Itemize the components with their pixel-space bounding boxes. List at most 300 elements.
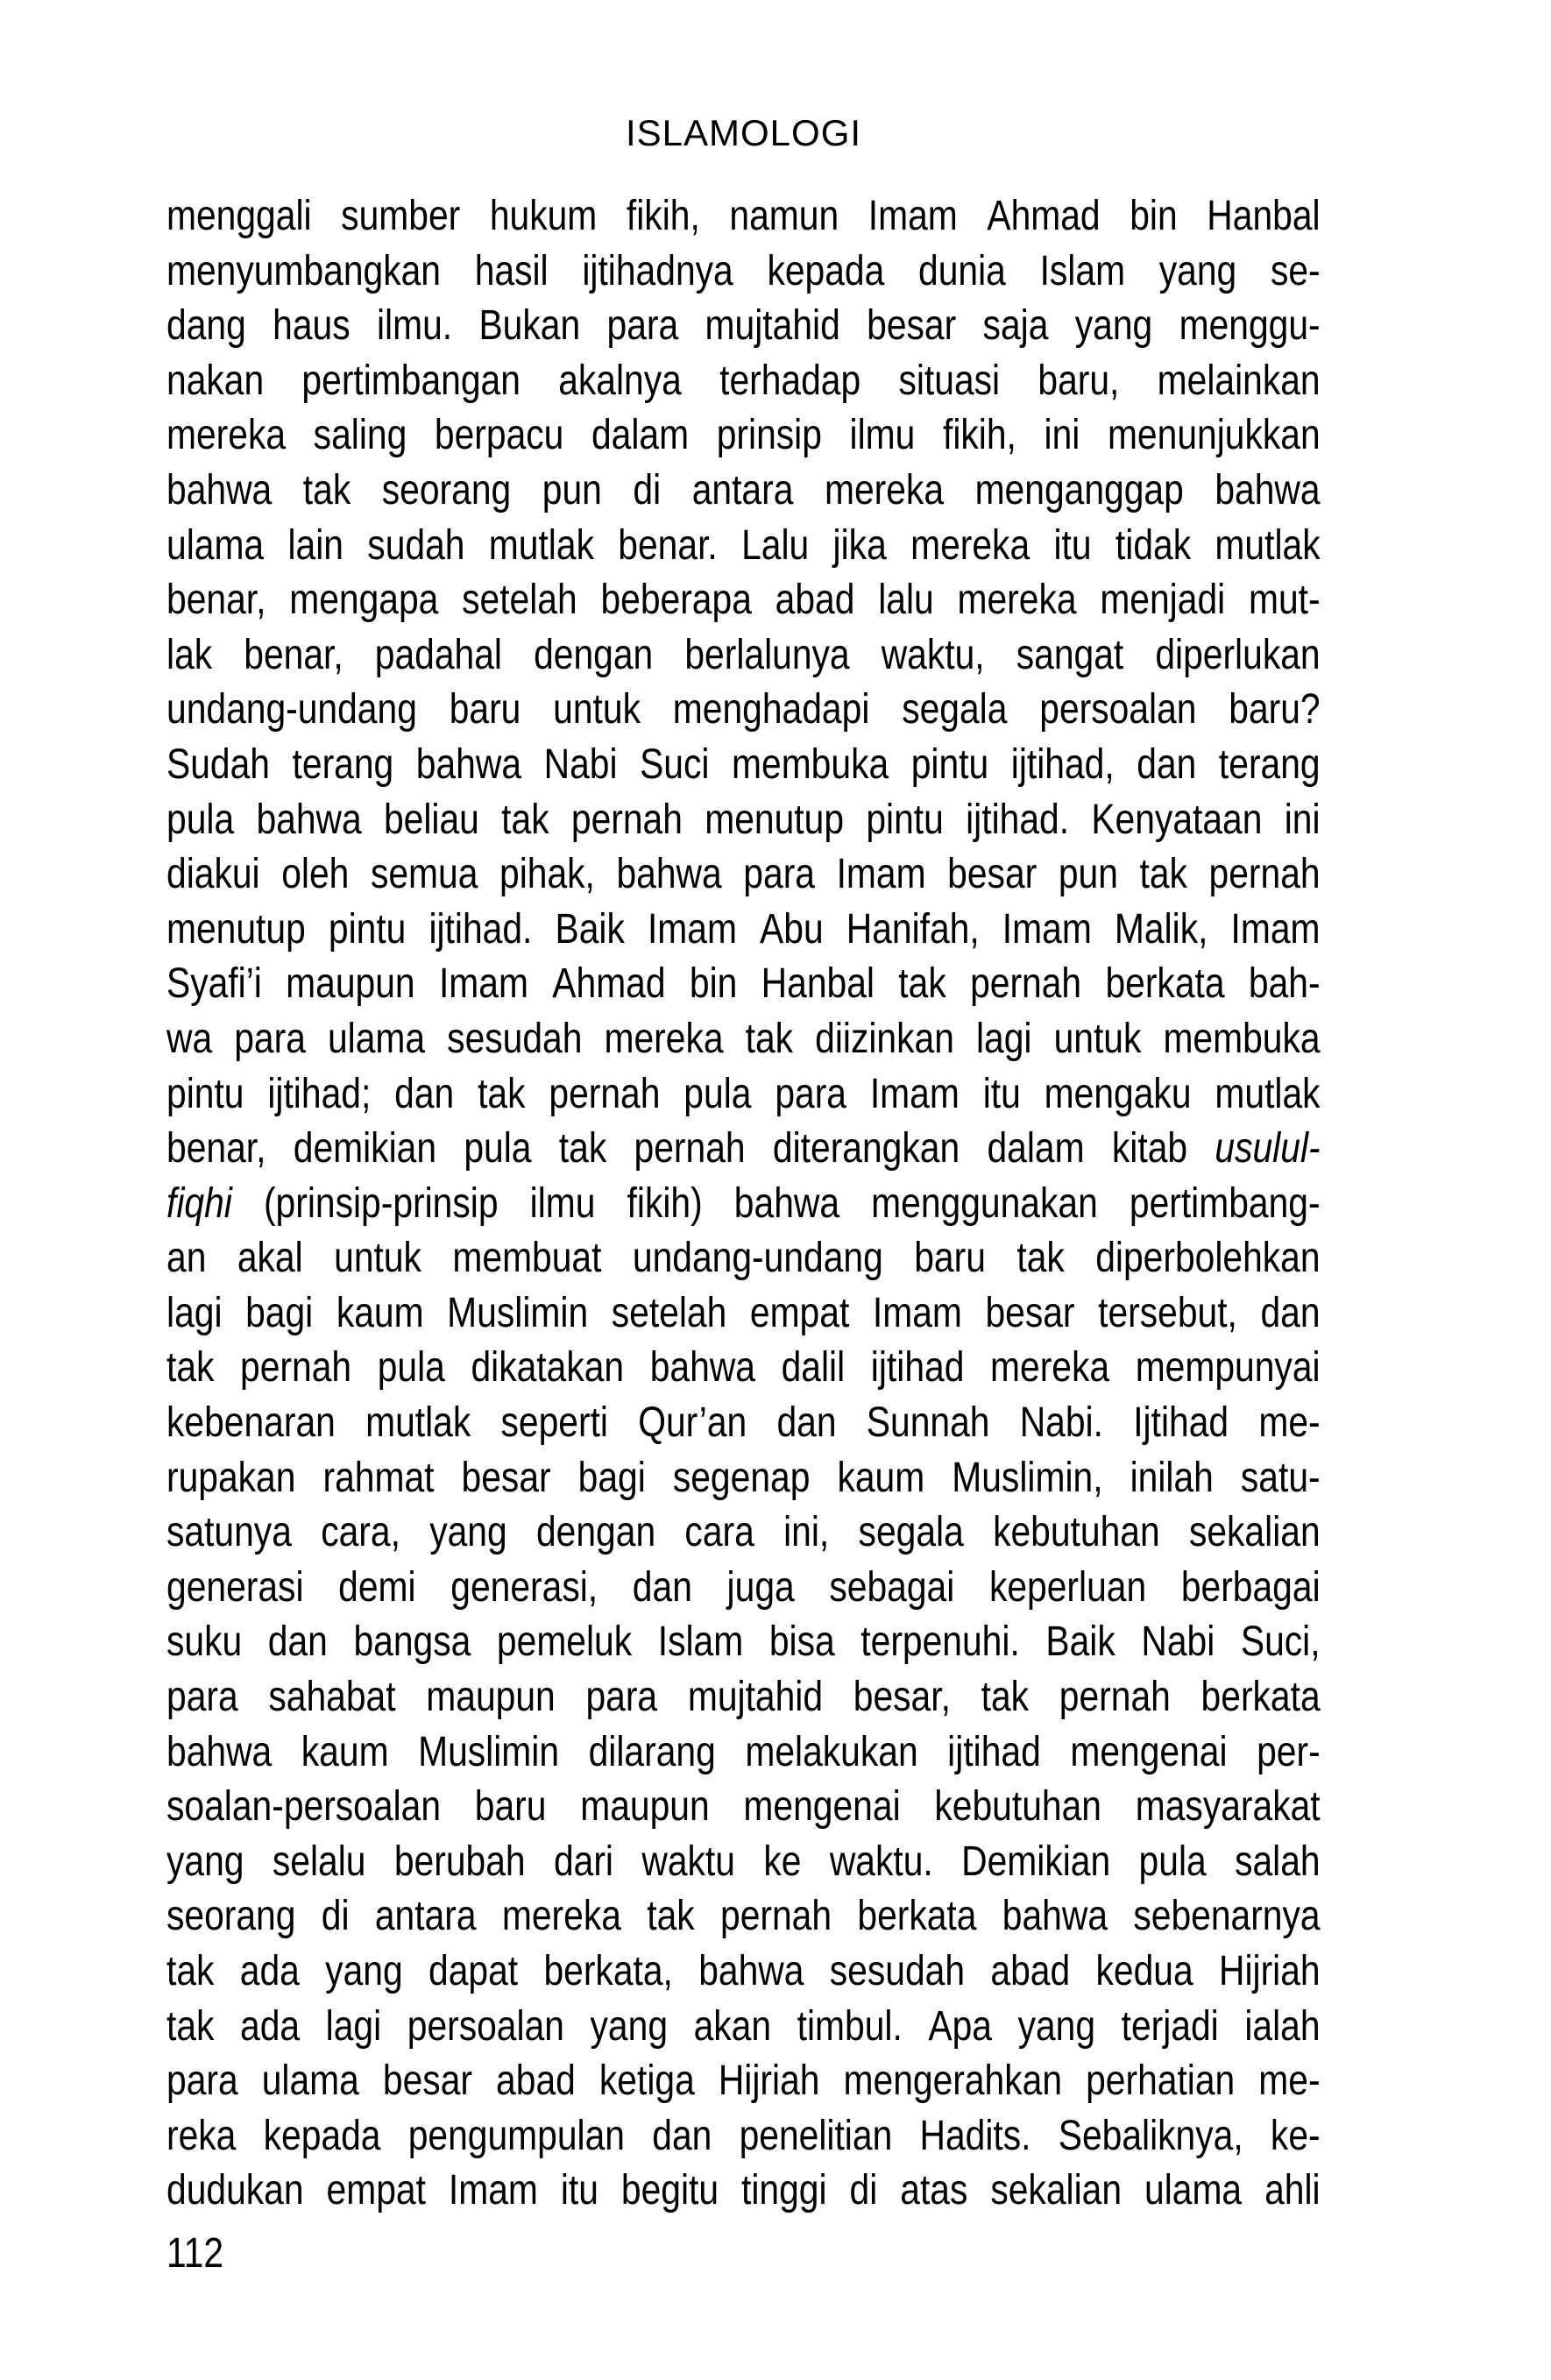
word: demikian <box>293 1125 437 1172</box>
word: untuk <box>334 1235 421 1282</box>
word: bin <box>689 960 738 1008</box>
word: beberapa <box>600 577 752 624</box>
text-line <box>166 573 1321 628</box>
word: keperluan <box>988 1563 1147 1611</box>
page-number: 112 <box>166 2230 224 2277</box>
word: seorang <box>381 466 512 514</box>
word: Kenyataan <box>1091 796 1263 843</box>
word: dengan <box>534 631 654 678</box>
word: se- <box>1270 247 1321 294</box>
word: generasi <box>166 1563 304 1611</box>
word: mutlak <box>488 521 594 569</box>
word: membuat <box>452 1235 602 1282</box>
word: sesudah <box>829 1948 966 1994</box>
word: besar <box>985 1289 1075 1336</box>
word: me- <box>1258 2058 1321 2105</box>
word: tak <box>166 1344 215 1392</box>
word: diperlukan <box>1155 631 1321 678</box>
word: baru <box>449 686 521 733</box>
text-line <box>166 793 1321 848</box>
word: para <box>166 1674 238 1721</box>
word: dalam <box>987 1125 1085 1172</box>
word: suku <box>166 1619 243 1666</box>
word: benar, <box>166 577 266 624</box>
word: pula <box>1138 1838 1207 1885</box>
word: tersebut, <box>1098 1289 1237 1336</box>
word: mutlak <box>365 1399 471 1447</box>
word: benar. <box>618 521 718 569</box>
word: itu <box>1053 521 1092 569</box>
word: ini <box>1284 796 1321 843</box>
word: Ahmad <box>987 193 1101 239</box>
text-line <box>166 683 1321 738</box>
word: Baik <box>1045 1619 1115 1666</box>
word: ijtihadnya <box>582 247 733 294</box>
word: tak <box>501 796 549 843</box>
word: Baik <box>555 905 625 953</box>
text-line <box>166 738 1321 793</box>
word: dan <box>267 1619 328 1666</box>
word: Nabi <box>543 740 618 788</box>
word: waktu, <box>881 631 985 678</box>
word: fikih, <box>626 193 700 239</box>
word: Hanifah, <box>846 905 980 953</box>
word: Qur’an <box>638 1399 747 1447</box>
text-line <box>166 519 1321 574</box>
word: Imam <box>836 851 926 898</box>
word: me- <box>1258 1399 1321 1447</box>
word: baru, <box>1038 357 1120 404</box>
word: dan <box>1260 1289 1321 1336</box>
word: mujtahid <box>687 1674 824 1721</box>
word: pun <box>542 466 602 514</box>
word: berkata <box>1200 1674 1321 1721</box>
word: Nabi <box>1141 1619 1215 1666</box>
word: yang <box>1074 302 1153 350</box>
word: bahwa <box>733 1179 840 1227</box>
word: atas <box>900 2167 968 2214</box>
word: segenap <box>672 1454 811 1501</box>
word: ijtihad. <box>428 905 533 953</box>
word: menggunakan <box>871 1179 1098 1227</box>
word: pula <box>683 1070 752 1117</box>
word: mereka <box>957 577 1077 624</box>
word: Imam <box>869 1070 960 1117</box>
word: tak <box>166 2002 215 2050</box>
word: salah <box>1235 1838 1321 1885</box>
word: kedua <box>1095 1948 1193 1994</box>
word: Hanbal <box>1207 193 1321 239</box>
word: tak <box>1139 851 1187 898</box>
word: bisa <box>768 1619 835 1666</box>
word: sumber <box>341 193 461 239</box>
word: abad <box>496 2058 576 2105</box>
word: Suci, <box>1240 1619 1321 1666</box>
word: seorang <box>166 1893 296 1940</box>
text-line <box>166 847 1321 903</box>
word: besar, <box>853 1674 951 1721</box>
word: ini <box>1044 412 1080 459</box>
word: pernah <box>570 796 683 843</box>
text-line <box>166 189 1321 244</box>
word: generasi, <box>450 1563 598 1611</box>
word: tak <box>166 1948 215 1994</box>
word: penelitian <box>739 2112 893 2159</box>
word: lagi <box>325 2002 382 2050</box>
word: menutup <box>705 796 845 843</box>
word: ulama <box>327 1015 426 1062</box>
text-line <box>166 2109 1321 2164</box>
word: Hadits. <box>919 2112 1031 2159</box>
word: terang <box>292 740 394 788</box>
text-line <box>166 1780 1321 1835</box>
word: Muslimin <box>418 1728 560 1775</box>
word: tak <box>745 1015 794 1062</box>
word: para <box>166 2058 238 2105</box>
word: mujtahid <box>705 302 840 350</box>
word: Imam <box>438 960 528 1008</box>
word: terang <box>1218 740 1321 788</box>
word: pertimbang- <box>1129 1179 1321 1227</box>
word: ketiga <box>598 2058 695 2105</box>
word: wa <box>166 1015 213 1062</box>
word: melakukan <box>745 1728 918 1775</box>
text-line <box>166 244 1321 300</box>
word: baru? <box>1229 686 1321 733</box>
word: terjadi <box>1121 2002 1219 2050</box>
word: besar <box>382 2058 472 2105</box>
word: cara, <box>321 1509 400 1556</box>
word: membuka <box>1163 1015 1321 1062</box>
word: berubah <box>393 1838 526 1885</box>
word: abad <box>990 1948 1071 1994</box>
word: berbagai <box>1180 1563 1321 1611</box>
word: mereka <box>604 1015 724 1062</box>
word: Hanbal <box>761 960 875 1008</box>
word: Bukan <box>478 302 581 350</box>
word: menutup <box>166 905 306 953</box>
text-line <box>166 408 1321 464</box>
text-line <box>166 354 1321 409</box>
text-line <box>166 2000 1321 2055</box>
word: Hijriah <box>1218 1948 1321 1994</box>
word: tinggi <box>741 2167 827 2214</box>
text-line <box>166 1067 1321 1123</box>
word: segala <box>902 686 1008 733</box>
word: ada <box>240 2002 301 2050</box>
word: bagi <box>245 1289 314 1336</box>
text-line <box>166 464 1321 519</box>
word: mereka <box>824 466 945 514</box>
word: pernah <box>549 1070 661 1117</box>
word: satu- <box>1240 1454 1321 1501</box>
word: pula <box>166 796 235 843</box>
text-line <box>166 1122 1321 1177</box>
text-line <box>166 1396 1321 1451</box>
word: hasil <box>474 247 549 294</box>
word: di <box>321 1893 350 1940</box>
text-line <box>166 1451 1321 1506</box>
word: bahwa <box>415 740 522 788</box>
word: di <box>633 466 662 514</box>
word: pernah <box>1059 1674 1171 1721</box>
word: undang-undang <box>166 686 417 733</box>
word: Muslimin <box>447 1289 589 1336</box>
word: empat <box>326 2167 426 2214</box>
word: tidak <box>1115 521 1192 569</box>
word: kepada <box>263 2112 381 2159</box>
word: maupun <box>426 1674 556 1721</box>
word: itu <box>560 2167 598 2214</box>
word: yang <box>590 2002 669 2050</box>
word: dan <box>632 1563 692 1611</box>
word: ialah <box>1244 2002 1321 2050</box>
word: diizinkan <box>815 1015 954 1062</box>
word: lagi <box>166 1289 223 1336</box>
text-line <box>166 1670 1321 1725</box>
word: ke <box>763 1838 802 1885</box>
word: untuk <box>1053 1015 1142 1062</box>
word: setelah <box>611 1289 727 1336</box>
word: Hijriah <box>718 2058 820 2105</box>
word: waktu <box>641 1838 735 1885</box>
word: sekalian <box>990 2167 1123 2214</box>
word: pintu <box>866 796 944 843</box>
text-line <box>166 1889 1321 1944</box>
word: menyumbangkan <box>166 247 441 294</box>
word: pintu <box>328 905 407 953</box>
word: semua <box>370 851 478 898</box>
word: soalan-persoalan <box>166 1783 442 1831</box>
word: kaum <box>336 1289 424 1336</box>
word: pemeluk <box>496 1619 633 1666</box>
word: terhadap <box>719 357 861 404</box>
word: mut- <box>1248 577 1321 624</box>
word: ulama <box>1144 2167 1243 2214</box>
word: demi <box>338 1563 416 1611</box>
text-line <box>166 1561 1321 1616</box>
word: yang <box>1017 2002 1096 2050</box>
word: dalil <box>781 1344 846 1392</box>
word: rahmat <box>322 1454 435 1501</box>
word: menggu- <box>1179 302 1321 350</box>
running-head: ISLAMOLOGI <box>625 112 862 153</box>
word: sesudah <box>447 1015 583 1062</box>
word: saling <box>313 412 407 459</box>
word: ilmu <box>849 412 916 459</box>
word: mengenai <box>1070 1728 1228 1775</box>
word: timbul. <box>797 2002 903 2050</box>
text-line <box>166 1341 1321 1396</box>
word: tak <box>1016 1235 1065 1282</box>
word: pula <box>377 1344 445 1392</box>
word: padahal <box>374 631 503 678</box>
text-line <box>166 1231 1321 1286</box>
text-line <box>166 1835 1321 1890</box>
word: berkata <box>1105 960 1225 1008</box>
text-line <box>166 2054 1321 2109</box>
text-line <box>166 299 1321 354</box>
word: situasi <box>898 357 1001 404</box>
word: kebutuhan <box>934 1783 1101 1831</box>
word: Imam <box>647 905 737 953</box>
word: ijtihad <box>947 1728 1041 1775</box>
word: lak <box>166 631 213 678</box>
word: terpenuhi. <box>860 1619 1020 1666</box>
word: Malik, <box>1114 905 1208 953</box>
word: masyarakat <box>1135 1783 1321 1831</box>
word: yang <box>1158 247 1237 294</box>
word: bagi <box>577 1454 646 1501</box>
word: baru <box>914 1235 986 1282</box>
word: per- <box>1257 1728 1321 1775</box>
word: ijtihad. <box>966 796 1070 843</box>
word: maupun <box>580 1783 710 1831</box>
word: fikih) <box>627 1179 703 1227</box>
word: sangat <box>1016 631 1124 678</box>
word: mereka <box>501 1893 621 1940</box>
word: hukum <box>489 193 598 239</box>
word: berpacu <box>434 412 564 459</box>
word: dalam <box>591 412 690 459</box>
word: itu <box>982 1070 1021 1117</box>
word: diterangkan <box>772 1125 960 1172</box>
word: kaum <box>837 1454 925 1501</box>
word: Imam <box>448 2167 538 2214</box>
word: ahli <box>1264 2167 1321 2214</box>
word: ilmu. <box>376 302 453 350</box>
word: pertimbangan <box>301 357 521 404</box>
word: mereka <box>910 521 1030 569</box>
text-line <box>166 1944 1321 2000</box>
word: benar, <box>166 1125 266 1172</box>
word: beliau <box>383 796 479 843</box>
word: Islam <box>1039 247 1126 294</box>
word: undang-undang <box>632 1235 883 1282</box>
word: dari <box>553 1838 613 1885</box>
word: fiqhi <box>166 1179 232 1227</box>
word: bangsa <box>353 1619 471 1666</box>
word: kaum <box>301 1728 389 1775</box>
text-line <box>166 1725 1321 1781</box>
word: dengan <box>535 1509 656 1556</box>
word: antara <box>691 466 794 514</box>
word: lalu <box>878 577 934 624</box>
word: akan <box>693 2002 772 2050</box>
word: sahabat <box>268 1674 396 1721</box>
word: tak <box>898 960 946 1008</box>
word: Imam <box>868 193 958 239</box>
word: tak <box>558 1125 607 1172</box>
word: pernah <box>1208 851 1321 898</box>
word: melainkan <box>1157 357 1321 404</box>
text-line <box>166 1286 1321 1342</box>
word: besar <box>461 1454 551 1501</box>
word: dunia <box>918 247 1006 294</box>
word: menggali <box>166 193 312 239</box>
word: kebutuhan <box>993 1509 1160 1556</box>
word: mutlak <box>1215 521 1321 569</box>
word: ijtihad <box>870 1344 965 1392</box>
word: an <box>166 1235 207 1282</box>
word: pengumpulan <box>407 2112 626 2159</box>
word: diperbolehkan <box>1095 1235 1321 1282</box>
word: persoalan <box>407 2002 564 2050</box>
word: menunjukkan <box>1107 412 1321 459</box>
word: begitu <box>620 2167 719 2214</box>
word: segala <box>858 1509 964 1556</box>
word: menghadapi <box>672 686 870 733</box>
word: Sebaliknya, <box>1058 2112 1243 2159</box>
word: mengerahkan <box>843 2058 1063 2105</box>
word: fikih, <box>942 412 1016 459</box>
word: ijtihad, <box>1010 740 1115 788</box>
word: Nabi. <box>1019 1399 1103 1447</box>
word: kitab <box>1111 1125 1188 1172</box>
word: pintu <box>166 1070 244 1117</box>
word: menjadi <box>1100 577 1226 624</box>
word: yang <box>429 1509 507 1556</box>
word: mutlak <box>1215 1070 1321 1117</box>
word: Syafi’i <box>166 960 262 1008</box>
word: Lalu <box>741 521 810 569</box>
word: akal <box>237 1235 303 1282</box>
word: Muslimin, <box>952 1454 1103 1501</box>
word: yang <box>325 1948 403 1994</box>
word: nakan <box>166 357 265 404</box>
word: membuka <box>732 740 889 788</box>
word: dilarang <box>588 1728 716 1775</box>
word: jika <box>832 521 887 569</box>
word: juga <box>726 1563 795 1611</box>
word: baru <box>474 1783 547 1831</box>
word: sekalian <box>1188 1509 1321 1556</box>
body-text <box>166 189 1321 2219</box>
word: para <box>606 302 679 350</box>
word: dang <box>166 302 246 350</box>
word: berlalunya <box>684 631 850 678</box>
word: (prinsip-prinsip <box>263 1179 499 1227</box>
word: mereka <box>990 1344 1110 1392</box>
word: besar <box>947 851 1038 898</box>
word: tak <box>478 1070 526 1117</box>
word: menganggap <box>974 466 1184 514</box>
text-line <box>166 628 1321 684</box>
word: reka <box>166 2112 237 2159</box>
word: bahwa <box>649 1344 755 1392</box>
word: bin <box>1130 193 1178 239</box>
word: mengaku <box>1044 1070 1192 1117</box>
word: pihak, <box>499 851 595 898</box>
text-line <box>166 957 1321 1012</box>
word: ulama <box>166 521 265 569</box>
word: dudukan <box>166 2167 304 2214</box>
word: Imam <box>1002 905 1092 953</box>
word: dapat <box>428 1948 519 1994</box>
word: Suci <box>640 740 710 788</box>
word: benar, <box>244 631 343 678</box>
word: ijtihad; <box>267 1070 372 1117</box>
word: pernah <box>634 1125 746 1172</box>
word: usulul- <box>1215 1125 1321 1172</box>
word: saja <box>982 302 1049 350</box>
word: empat <box>749 1289 850 1336</box>
word: selalu <box>272 1838 366 1885</box>
word: haus <box>273 302 351 350</box>
word: sudah <box>367 521 465 569</box>
word: prinsip <box>716 412 822 459</box>
word: bahwa <box>256 796 362 843</box>
